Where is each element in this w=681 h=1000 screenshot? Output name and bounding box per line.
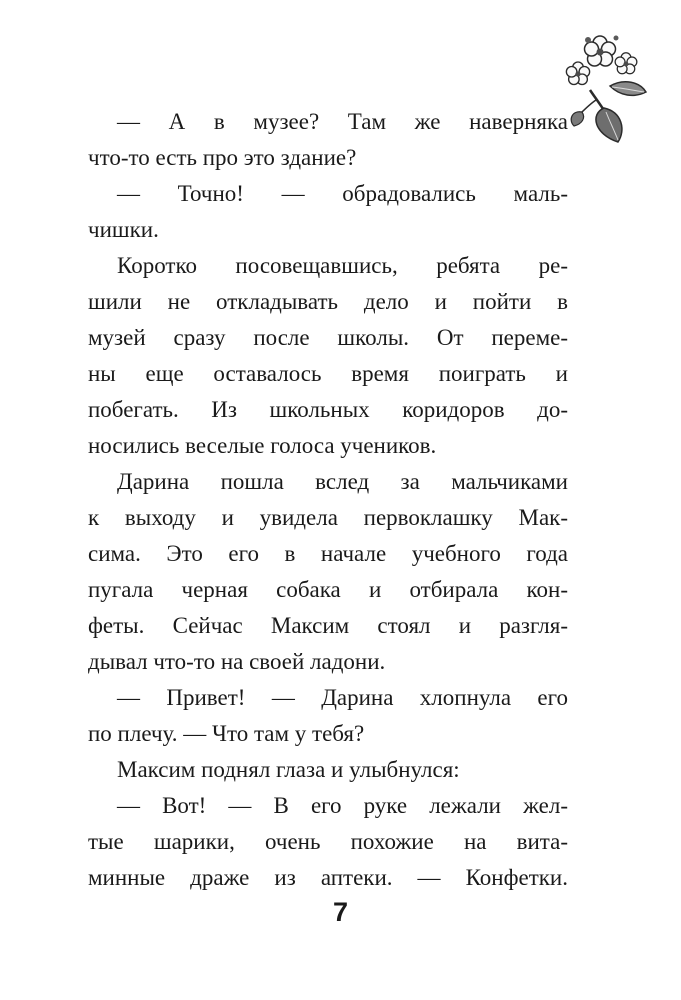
text-line: Дарина пошла вслед за мальчиками xyxy=(117,469,568,494)
text-line: дывал что-то на своей ладони. xyxy=(88,649,386,674)
text-line: ны еще оставалось время поиграть и xyxy=(88,361,568,386)
text-line: минные драже из аптеки. — Конфетки. xyxy=(88,865,568,890)
text-line: — Вот! — В его руке лежали жел- xyxy=(117,793,568,818)
text-line: Максим поднял глаза и улыбнулся: xyxy=(117,757,460,782)
text-line: — Точно! — обрадовались маль- xyxy=(117,181,568,206)
text-line: музей сразу после школы. От переме- xyxy=(88,325,568,350)
body-text xyxy=(88,104,568,896)
text-line: чишки. xyxy=(88,217,159,242)
text-line: побегать. Из школьных коридоров до- xyxy=(88,397,568,422)
text-line: по плечу. — Что там у тебя? xyxy=(88,721,365,746)
text-line: шили не откладывать дело и пойти в xyxy=(88,289,568,314)
text-line: к выходу и увидела первоклашку Мак- xyxy=(88,505,568,530)
text-line: носились веселые голоса учеников. xyxy=(88,433,437,458)
text-line: сима. Это его в начале учебного года xyxy=(88,541,568,566)
flower-sprig-icon xyxy=(560,30,650,145)
text-line: — Привет! — Дарина хлопнула его xyxy=(117,685,568,710)
text-line: пугала черная собака и отбирала кон- xyxy=(88,577,568,602)
page-number: 7 xyxy=(332,897,349,927)
text-line: тые шарики, очень похожие на вита- xyxy=(88,829,568,854)
text-line: что-то есть про это здание? xyxy=(88,145,357,170)
text-line: феты. Сейчас Максим стоял и разгля- xyxy=(88,613,568,638)
text-line: — А в музее? Там же наверняка xyxy=(117,109,568,134)
text-line: Коротко посовещавшись, ребята ре- xyxy=(117,253,568,278)
